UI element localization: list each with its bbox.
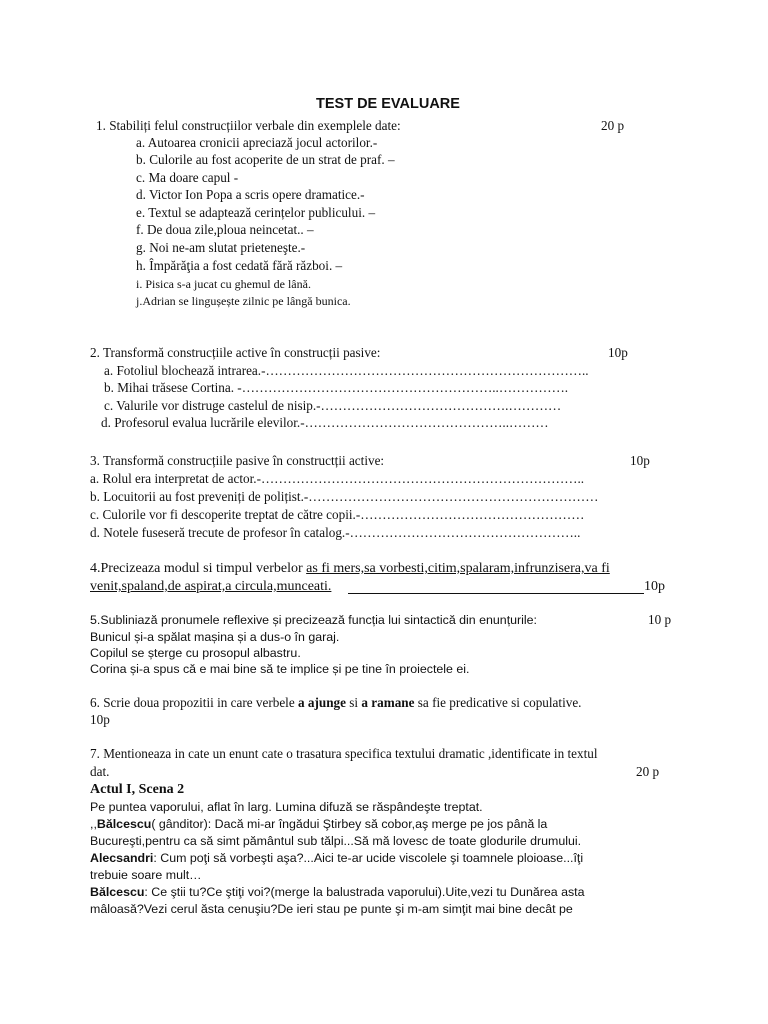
question-1-item-j: j.Adrian se lingușește zilnic pe lângă bunica. (136, 294, 351, 308)
question-7-line-1: 7. Mentioneaza in cate un enunt cate o trasatura specifica textului dramatic ,identificate in textul (90, 746, 598, 761)
question-1-item-h: h. Împărăţia a fost cedată fără război. – (136, 258, 343, 273)
question-4-line-2 (90, 578, 331, 595)
excerpt-balcescu-2-line-2: mâloasă?Vezi cerul ăsta cenuşiu?De ieri stau pe punte şi m-am simţit mai bine decât pe (90, 902, 573, 916)
excerpt-alecsandri-line-2: trebuie soare mult… (90, 868, 202, 882)
question-1-item-e: e. Textul se adaptează cerințelor publicului. – (136, 205, 376, 220)
speaker-balcescu-2: Bălcescu (90, 885, 145, 899)
question-1-item-b: b. Culorile au fost acoperite de un strat de praf. – (136, 152, 395, 167)
question-1-item-i: i. Pisica s-a jucat cu ghemul de lână. (136, 277, 311, 291)
question-1-text: 1. Stabiliți felul construcțiilor verbale din exemplele date: (96, 118, 401, 133)
question-5-sentence-2: Copilul se șterge cu prosopul albastru. (90, 646, 301, 660)
question-5-sentence-3: Corina și-a spus că e mai bine să te implice și pe tine în proiectele ei. (90, 662, 470, 676)
excerpt-balcescu-line-1: ,,Bălcescu( gânditor): Dacă mi-ar îngădui Ştirbey să cobor,aş merge pe jos până la (90, 817, 548, 831)
question-3-item-d: d. Notele fuseseră trecute de profesor în catalog.-…………………………………………….. (90, 525, 581, 540)
excerpt-alecsandri-line-1: Alecsandri: Cum poţi să vorbeşti aşa?...Aici te-ar ucide viscolele şi toamnele ploioase...îţi (90, 851, 584, 865)
question-4-verbs-2: venit,spaland,de aspirat,a circula,munceati. (90, 579, 332, 594)
question-3-item-a: a. Rolul era interpretat de actor.-……………………………………………………………….. (90, 471, 585, 486)
question-7-points: 20 p (636, 764, 660, 779)
excerpt-balcescu-2-line-1: Bălcescu: Ce ştii tu?Ce ştiţi voi?(merge la balustrada vaporului).Uite,vezi tu Dunărea asta (90, 885, 585, 899)
question-1-item-g: g. Noi ne-am slutat prieteneşte.- (136, 240, 306, 255)
question-3-points: 10p (630, 453, 650, 468)
question-4-answer-line (348, 593, 644, 594)
question-3-item-b: b. Locuitorii au fost preveniți de polițist.-………………………………………………………… (90, 489, 599, 504)
question-3-text: 3. Transformă construcțiile pasive în constructții active: (90, 453, 385, 468)
question-5-sentence-1: Bunicul și-a spălat mașina și a dus-o în garaj. (90, 630, 340, 644)
question-2-item-d: d. Profesorul evalua lucrările elevilor.-………………………………………..……… (101, 415, 549, 430)
question-5-points: 10 p (648, 612, 672, 627)
speaker-balcescu: Bălcescu (96, 817, 152, 831)
page-title: TEST DE EVALUARE (316, 96, 460, 112)
question-1-points: 20 p (601, 118, 625, 133)
excerpt-stage-direction: Pe puntea vaporului, aflat în larg. Lumina difuză se răspândeşte treptat. (90, 800, 483, 814)
excerpt-balcescu-line-2: Bucureşti,pentru ca să simt pământul sub tălpi...Să mă lovesc de toate glodurile drumului. (90, 834, 582, 848)
speaker-alecsandri: Alecsandri (90, 851, 154, 865)
excerpt-heading: Actul I, Scena 2 (90, 782, 185, 797)
question-1-item-c: c. Ma doare capul - (136, 170, 239, 185)
question-6-verb-2: a ramane (361, 695, 415, 710)
question-4-text: 4.Precizeaza modul si timpul verbelor (90, 561, 307, 576)
question-1-item-d: d. Victor Ion Popa a scris opere dramatice.- (136, 187, 365, 202)
question-2-item-a: a. Fotoliul blochează intrarea.-……………………………………………………………….. (104, 363, 589, 378)
question-4-verbs-1: as fi mers,sa vorbesti,citim,spalaram,infrunzisera,va fi (306, 561, 610, 576)
question-6-text: 6. Scrie doua propozitii in care verbele a ajunge si a ramane sa fie predicative si copulative. (90, 695, 582, 710)
question-7-line-2: dat. (90, 764, 110, 779)
question-5-text: 5.Subliniază pronumele reflexive și precizează funcția lui sintactică din enunțurile: (90, 613, 537, 627)
question-2-item-c: c. Valurile vor distruge castelul de nisip.-…………………………………….………… (104, 398, 562, 413)
question-6-points: 10p (90, 712, 110, 727)
question-2-item-b: b. Mihai trăsese Cortina. -…………………………………………………..……………. (104, 380, 569, 395)
question-1-item-a: a. Autoarea cronicii apreciază jocul actorilor.- (136, 135, 378, 150)
question-4-points: 10p (644, 579, 665, 594)
question-2-text: 2. Transformă construcțiile active în construcții pasive: (90, 345, 381, 360)
question-2-points: 10p (608, 345, 628, 360)
question-3-item-c: c. Culorile vor fi descoperite treptat de către copii.-…………………………………………… (90, 507, 585, 522)
question-6-verb-1: a ajunge (298, 695, 346, 710)
question-1-item-f: f. De doua zile,ploua neincetat.. – (136, 222, 314, 237)
question-4-line-1 (90, 560, 610, 577)
